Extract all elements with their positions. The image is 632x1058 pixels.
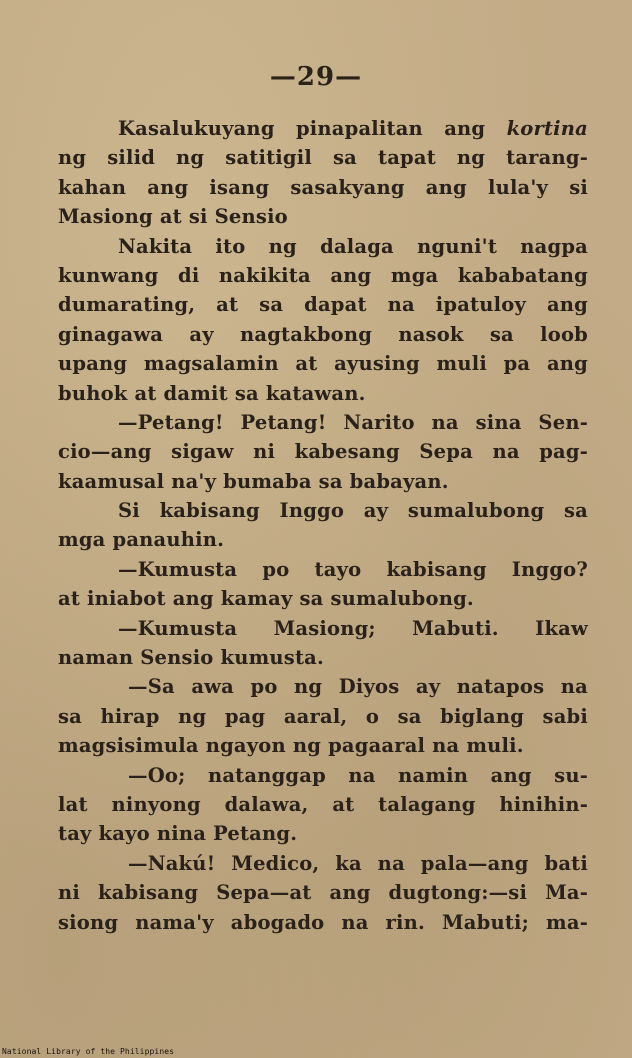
italic-word-kortina: kortina	[506, 117, 588, 140]
text-line-21: sa hirap ng pag aaral, o sa biglang sabi	[58, 704, 588, 728]
text-line-16: —Kumusta po tayo kabisang Inggo?	[118, 557, 588, 581]
body-text	[58, 114, 588, 937]
text-line-13: kaamusal na'y bumaba sa babayan.	[58, 469, 449, 493]
text-line-19: naman Sensio kumusta.	[58, 646, 325, 670]
text-line-14: Si kabisang Inggo ay sumalubong sa	[118, 499, 588, 523]
text-line-8: ginagawa ay nagtakbong nasok sa loob	[58, 322, 588, 346]
text-line-1-start: Kasalukuyang pinapalitan ang	[118, 117, 507, 140]
text-line-23: —Oo; natanggap na namin ang su-	[128, 763, 588, 787]
text-line-24: lat ninyong dalawa, at talagang hinihin-	[58, 792, 588, 816]
text-line-25: tay kayo nina Petang.	[58, 822, 298, 846]
text-line-15: mga panauhin.	[58, 528, 225, 552]
library-credit: National Library of the Philippines	[2, 1047, 175, 1056]
text-line-11: —Petang! Petang! Narito na sina Sen-	[118, 410, 588, 434]
text-line-5: Nakita ito ng dalaga nguni't nagpa	[118, 234, 588, 258]
text-line-9: upang magsalamin at ayusing muli pa ang	[58, 352, 588, 376]
text-line-10: buhok at damit sa katawan.	[58, 381, 366, 405]
text-line-2: ng silid ng satitigil sa tapat ng tarang-	[58, 146, 588, 170]
text-line-6: kunwang di nakikita ang mga kababatang	[58, 263, 588, 287]
text-line-26: —Nakú! Medico, ka na pala—ang bati	[128, 851, 588, 875]
text-line-20: —Sa awa po ng Diyos ay natapos na	[128, 675, 588, 699]
text-line-4: Masiong at si Sensio	[58, 205, 288, 229]
text-line-22: magsisimula ngayon ng pagaaral na muli.	[58, 734, 524, 758]
text-line-7: dumarating, at sa dapat na ipatuloy ang	[58, 293, 588, 317]
text-line-1	[58, 114, 588, 143]
text-line-18: —Kumusta Masiong; Mabuti. Ikaw	[118, 616, 588, 640]
text-line-3: kahan ang isang sasakyang ang lula'y si	[58, 175, 588, 199]
text-line-12: cio—ang sigaw ni kabesang Sepa na pag-	[58, 440, 588, 464]
page-number: —29—	[269, 62, 363, 92]
text-line-27: ni kabisang Sepa—at ang dugtong:—si Ma-	[58, 881, 588, 905]
text-line-17: at iniabot ang kamay sa sumalubong.	[58, 587, 474, 611]
text-line-28: siong nama'y abogado na rin. Mabuti; ma-	[58, 910, 588, 934]
